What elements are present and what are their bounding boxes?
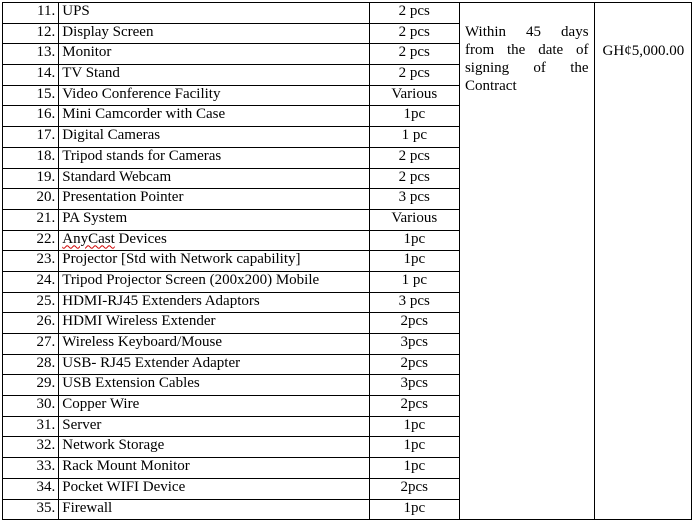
item-number: 23. [3,251,59,272]
item-description [59,396,369,417]
item-description-text: Network Storage [62,437,165,454]
item-number: 25. [3,292,59,313]
item-quantity: 1 pc [369,271,459,292]
item-quantity: 2pcs [369,313,459,334]
item-number: 19. [3,168,59,189]
spellcheck-flag: AnyCast [62,230,115,247]
item-quantity: 1 pc [369,127,459,148]
item-description-text: Display Screen [62,23,154,40]
item-quantity: 1pc [369,499,459,520]
item-description-text: Tripod Projector Screen (200x200) Mobile [62,271,320,288]
item-description [59,127,369,148]
item-quantity: 1pc [369,458,459,479]
item-description-text: USB Extension Cables [62,375,200,392]
item-quantity: 1pc [369,106,459,127]
item-number: 32. [3,437,59,458]
item-quantity: 1pc [369,416,459,437]
amount-cell [594,3,691,520]
item-description [59,478,369,499]
items-table [2,2,692,520]
item-description-text: HDMI-RJ45 Extenders Adaptors [62,292,260,309]
item-quantity: 1pc [369,230,459,251]
items-table-body [3,3,692,520]
item-description [59,23,369,44]
item-description [59,147,369,168]
item-description [59,189,369,210]
item-number: 33. [3,458,59,479]
item-description-text: HDMI Wireless Extender [62,313,216,330]
item-description [59,65,369,86]
item-quantity: 2 pcs [369,147,459,168]
item-description-text: Standard Webcam [62,168,172,185]
item-number: 12. [3,23,59,44]
item-description [59,458,369,479]
item-description-text: Projector [Std with Network capability] [62,251,301,268]
item-number: 26. [3,313,59,334]
item-description [59,354,369,375]
item-description [59,44,369,65]
item-description-text: Copper Wire [62,396,140,413]
item-description-text: USB- RJ45 Extender Adapter [62,354,241,371]
item-description [59,437,369,458]
item-description-text: TV Stand [62,65,120,82]
item-quantity: 3pcs [369,334,459,355]
item-description [59,292,369,313]
item-description-text: PA System [62,209,128,226]
item-number: 21. [3,209,59,230]
item-quantity: 3pcs [369,375,459,396]
item-quantity: Various [369,85,459,106]
item-number: 11. [3,3,59,24]
item-quantity: 1pc [369,437,459,458]
item-description [59,251,369,272]
item-description-text: Server [62,416,102,433]
item-description-text: Rack Mount Monitor [62,458,190,475]
item-description [59,3,369,24]
item-number: 31. [3,416,59,437]
item-quantity: 3 pcs [369,292,459,313]
item-number: 29. [3,375,59,396]
item-description-text: Pocket WIFI Device [62,478,186,495]
item-quantity: 2 pcs [369,44,459,65]
item-number: 24. [3,271,59,292]
item-number: 22. [3,230,59,251]
item-description [59,416,369,437]
item-quantity: 1pc [369,251,459,272]
item-number: 13. [3,44,59,65]
item-description-text: Presentation Pointer [62,189,184,206]
item-quantity: 3 pcs [369,189,459,210]
item-quantity: 2 pcs [369,23,459,44]
item-description-text: Wireless Keyboard/Mouse [62,334,223,350]
item-number: 16. [3,106,59,127]
item-number: 20. [3,189,59,210]
table-row [3,3,692,24]
item-number: 27. [3,334,59,355]
item-number: 18. [3,147,59,168]
item-quantity: 2pcs [369,396,459,417]
item-description-text: Mini Camcorder with Case [62,106,226,123]
item-quantity: 2 pcs [369,168,459,189]
item-quantity: 2 pcs [369,3,459,24]
item-description [59,106,369,127]
item-description-text: Digital Cameras [62,127,161,144]
item-description-text: AnyCast Devices [62,230,167,247]
item-number: 14. [3,65,59,86]
item-description [59,230,369,251]
item-description [59,85,369,106]
item-quantity: 2pcs [369,354,459,375]
item-number: 28. [3,354,59,375]
item-quantity: Various [369,209,459,230]
delivery-period-text: Within 45 days from the date of signing of the Contract [464,24,589,94]
item-description-text: Tripod stands for Cameras [62,147,222,164]
item-description [59,271,369,292]
item-description [59,313,369,334]
item-description [59,168,369,189]
delivery-period-cell [459,3,594,520]
item-number: 35. [3,499,59,520]
item-number: 17. [3,127,59,148]
item-description [59,375,369,396]
item-quantity: 2pcs [369,478,459,499]
item-description [59,209,369,230]
item-number: 34. [3,478,59,499]
amount-text: GH¢5,000.00 [602,43,685,59]
item-description-text: UPS [62,3,90,19]
item-number: 30. [3,396,59,417]
item-description [59,499,369,520]
item-description-text: Firewall [62,499,113,516]
item-description-text: Video Conference Facility [62,85,221,102]
item-description [59,334,369,355]
item-description-text: Monitor [62,44,112,61]
item-number: 15. [3,85,59,106]
item-quantity: 2 pcs [369,65,459,86]
